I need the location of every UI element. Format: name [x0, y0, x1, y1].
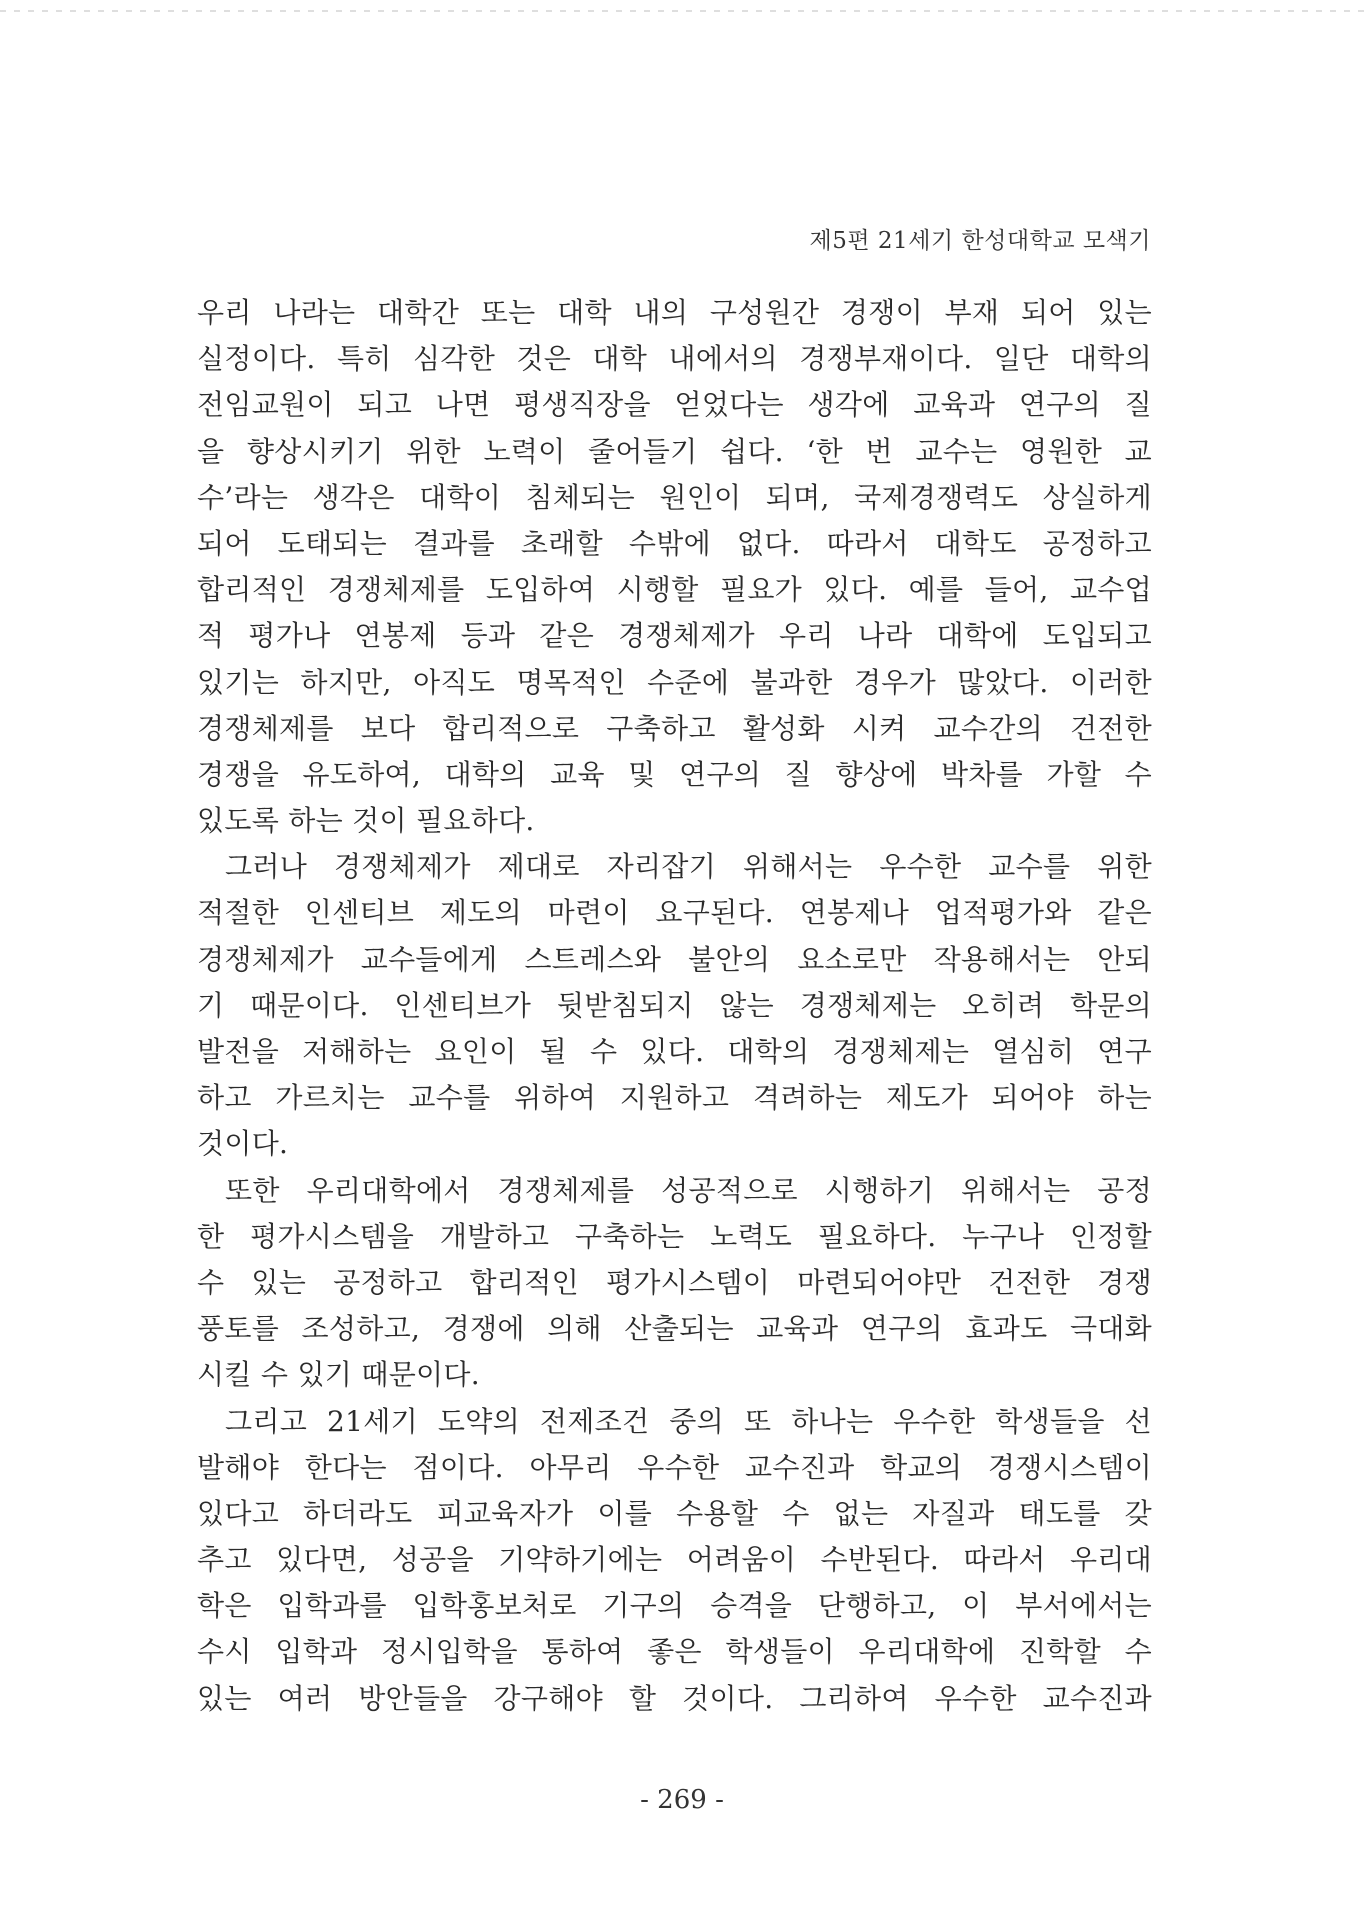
- text-line: 합리적인 경쟁체제를 도입하여 시행할 필요가 있다. 예를 들어, 교수업: [197, 573, 1152, 607]
- text-line: 또한 우리대학에서 경쟁체제를 성공적으로 시행하기 위해서는 공정: [225, 1173, 1152, 1207]
- text-line: 실정이다. 특히 심각한 것은 대학 내에서의 경쟁부재이다. 일단 대학의: [197, 342, 1152, 376]
- text-line: 학은 입학과를 입학홍보처로 기구의 승격을 단행하고, 이 부서에서는: [197, 1589, 1152, 1623]
- text-line: 기 때문이다. 인센티브가 뒷받침되지 않는 경쟁체제는 오히려 학문의: [197, 988, 1152, 1022]
- text-line: 한 평가시스템을 개발하고 구축하는 노력도 필요하다. 누구나 인정할: [197, 1219, 1152, 1253]
- text-line: 있는 여러 방안들을 강구해야 할 것이다. 그리하여 우수한 교수진과: [197, 1681, 1152, 1715]
- body-text: [197, 290, 1152, 1722]
- text-line: 경쟁체제를 보다 합리적으로 구축하고 활성화 시켜 교수간의 건전한: [197, 711, 1152, 745]
- text-line: 적절한 인센티브 제도의 마련이 요구된다. 연봉제나 업적평가와 같은: [197, 896, 1152, 930]
- text-line: 우리 나라는 대학간 또는 대학 내의 구성원간 경쟁이 부재 되어 있는: [197, 296, 1152, 329]
- text-line: 발해야 한다는 점이다. 아무리 우수한 교수진과 학교의 경쟁시스템이: [197, 1450, 1152, 1484]
- text-line: 있다고 하더라도 피교육자가 이를 수용할 수 없는 자질과 태도를 갖: [197, 1496, 1152, 1530]
- text-line: 풍토를 조성하고, 경쟁에 의해 산출되는 교육과 연구의 효과도 극대화: [197, 1312, 1152, 1346]
- text-line: 되어 도태되는 결과를 초래할 수밖에 없다. 따라서 대학도 공정하고: [197, 526, 1152, 560]
- text-line: 것이다.: [197, 1127, 289, 1161]
- text-line: 있도록 하는 것이 필요하다.: [197, 804, 535, 838]
- text-line: 을 향상시키기 위한 노력이 줄어들기 쉽다. ‘한 번 교수는 영원한 교: [197, 434, 1152, 468]
- text-line: 하고 가르치는 교수를 위하여 지원하고 격려하는 제도가 되어야 하는: [197, 1081, 1152, 1115]
- running-header: 제5편 21세기 한성대학교 모색기: [809, 228, 1151, 254]
- text-line: 적 평가나 연봉제 등과 같은 경쟁체제가 우리 나라 대학에 도입되고: [197, 619, 1152, 653]
- text-line: 전임교원이 되고 나면 평생직장을 얻었다는 생각에 교육과 연구의 질: [197, 388, 1152, 422]
- text-line: 그러나 경쟁체제가 제대로 자리잡기 위해서는 우수한 교수를 위한: [225, 850, 1152, 884]
- text-line: 경쟁을 유도하여, 대학의 교육 및 연구의 질 향상에 박차를 가할 수: [197, 757, 1152, 791]
- scan-edge-artifact: [0, 10, 1364, 12]
- text-line: 있기는 하지만, 아직도 명목적인 수준에 불과한 경우가 많았다. 이러한: [197, 665, 1152, 699]
- text-line: 수 있는 공정하고 합리적인 평가시스템이 마련되어야만 건전한 경쟁: [197, 1265, 1152, 1299]
- text-line: 수’라는 생각은 대학이 침체되는 원인이 되며, 국제경쟁력도 상실하게: [197, 480, 1152, 514]
- page-number: - 269 -: [640, 1785, 724, 1815]
- text-line: 시킬 수 있기 때문이다.: [197, 1358, 480, 1392]
- text-line: 추고 있다면, 성공을 기약하기에는 어려움이 수반된다. 따라서 우리대: [197, 1543, 1152, 1577]
- text-line: 수시 입학과 정시입학을 통하여 좋은 학생들이 우리대학에 진학할 수: [197, 1635, 1152, 1669]
- text-line: 경쟁체제가 교수들에게 스트레스와 불안의 요소로만 작용해서는 안되: [197, 942, 1152, 976]
- text-line: 발전을 저해하는 요인이 될 수 있다. 대학의 경쟁체제는 열심히 연구: [197, 1035, 1152, 1068]
- text-line: 그리고 21세기 도약의 전제조건 중의 또 하나는 우수한 학생들을 선: [225, 1404, 1152, 1438]
